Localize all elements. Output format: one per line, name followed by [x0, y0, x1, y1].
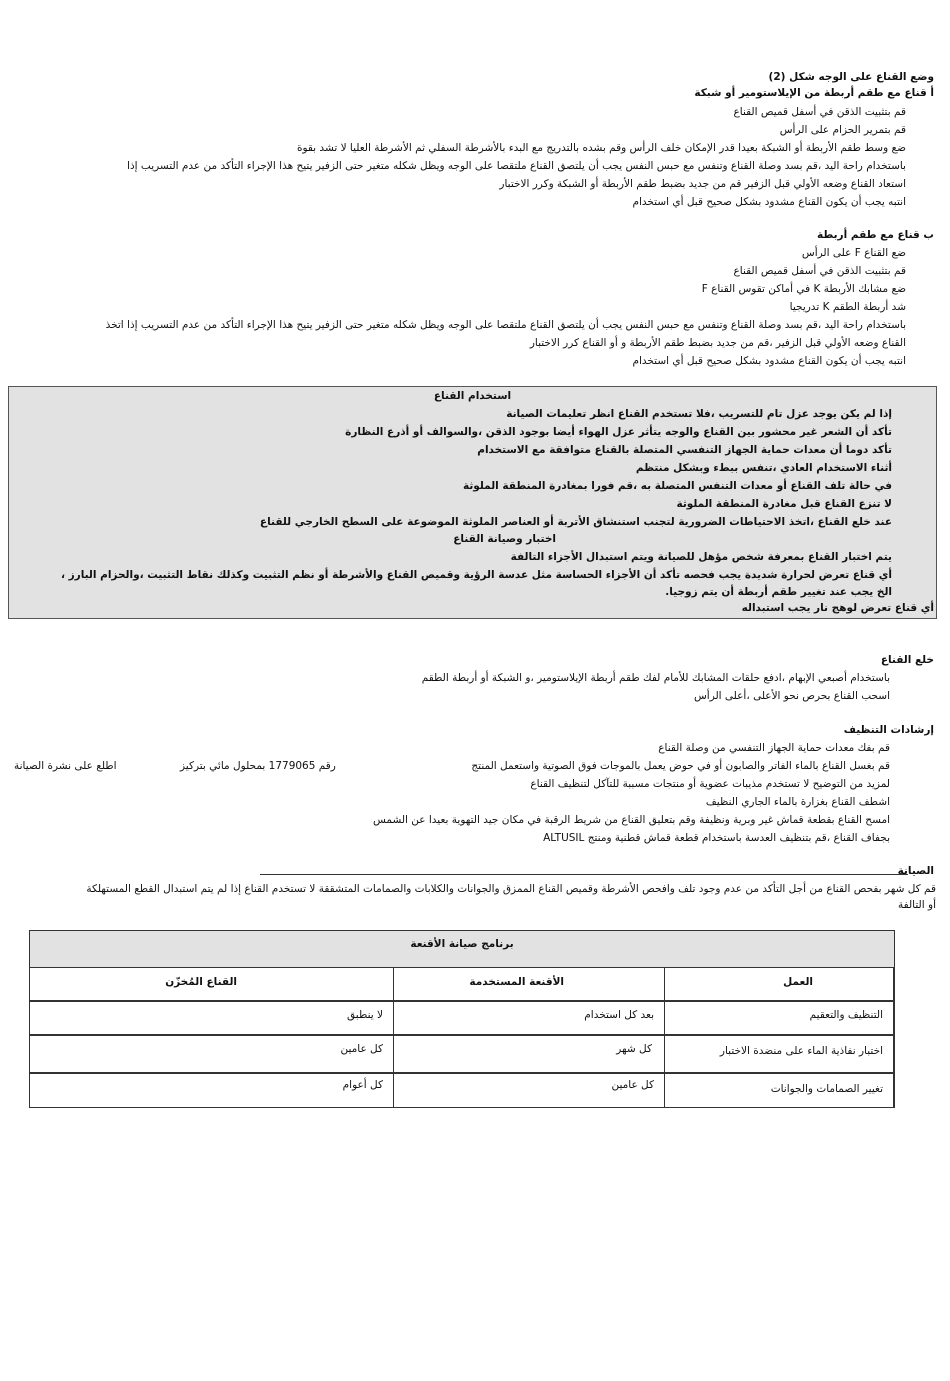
section-a-line: قم بتثبيت الذقن في أسفل قميص القناع: [733, 106, 906, 118]
cleaning-line: قم بفك معدات حماية الجهاز التنفسي من وصلة القناع: [658, 742, 890, 754]
usage-line: تأكد أن الشعر غير محشور بين القناع والوجه يتأثر عزل الهواء أيضا بوجود الذقن ،والسوالف أو أذرع النظارة: [345, 426, 892, 438]
section-a-line: باستخدام راحة اليد ،قم بسد وصلة القناع وتنفس مع حبس النفس يجب أن يلتصق القناع ملتقصا على الوجه ويظل شكله متغير حتى الزفير يتيح هذا الإجراء التأكد من عدم التسريب إذا: [127, 160, 906, 172]
usage-line: أثناء الاستخدام العادي ،تنفس ببطء وبشكل منتظم: [635, 462, 892, 474]
table-row: بعد كل استخدام: [393, 1000, 665, 1036]
removal-line: اسحب القناع بحرص نحو الأعلى ،أعلى الرأس: [693, 690, 890, 702]
cleaning-heading: إرشادات التنظيف: [843, 724, 934, 736]
section-a-subheading: أ قناع مع طقم أربطة من الإيلاستومير أو شبكة: [694, 87, 934, 99]
section-b-heading: ب قناع مع طقم أربطة: [817, 229, 934, 241]
section-a-line: انتبه يجب أن يكون القناع مشدود بشكل صحيح قبل أي استخدام: [632, 196, 906, 208]
usage-line: عند خلع القناع ،اتخذ الاحتياطات الضرورية لتجنب استنشاق الأتربة أو العناصر الملوثة الموضوعة على السطح الخارجي للقناع: [259, 516, 892, 528]
cleaning-line: اشطف القناع بغزارة بالماء الجاري النظيف: [705, 796, 890, 808]
maintenance-line: قم كل شهر بفحص القناع من أجل التأكد من عدم وجود تلف وافحص الأشرطة وقميص القناع الممزق والجوانات والكلابات والصمامات المتشققة لا تستخدم القناع إذا لم يتم استبدال القطع المستهلكة: [86, 883, 936, 895]
usage-line: الخ يجب عند تغيير طقم أربطة أن يتم زوجيا.: [665, 586, 892, 598]
usage-line: أي قناع تعرض لوهج نار يجب استبداله: [741, 602, 934, 614]
section-b-line: انتبه يجب أن يكون القناع مشدود بشكل صحيح قبل أي استخدام: [632, 355, 906, 367]
maintenance-separator: [260, 874, 908, 875]
usage-box-title: استخدام القناع: [433, 390, 512, 402]
product-number-text: رقم 1779065 بمحلول مائي بتركيز: [180, 760, 336, 772]
table-title-bar: [30, 931, 894, 968]
table-row: كل عامين: [29, 1034, 394, 1074]
table-row: كل شهر: [393, 1034, 665, 1074]
table-header-stored-mask: القناع المُخزّن: [29, 967, 394, 1002]
table-header-used-masks: الأقنعة المستخدمة: [393, 967, 665, 1002]
usage-subheading: اختبار وصيانة القناع: [453, 533, 556, 545]
table-title: برنامج صيانة الأقنعة: [410, 938, 514, 950]
section-b-line: باستخدام راحة اليد ،قم بسد وصلة القناع وتنفس مع حبس النفس يجب أن يلتصق القناع ملتقصا على الوجه ويظل شكله متغير حتى الزفير يتيح هذا الإجراء التأكد من عدم التسريب إذا اتخذ: [105, 319, 906, 331]
section-b-line: ضع القناع F على الرأس: [801, 247, 906, 259]
table-row: كل أعوام: [29, 1072, 394, 1108]
usage-line: في حالة تلف القناع أو معدات التنفس المتصلة به ،قم فورا بمغادرة المنطقة الملوثة: [463, 480, 892, 492]
mask-usage-box: [8, 386, 937, 619]
section-b-line: قم بتثبيت الذقن في أسفل قميص القناع: [733, 265, 906, 277]
table-row: كل عامين: [393, 1072, 665, 1108]
section-b-line: ضع مشابك الأربطة K في أماكن تقوس القناع F: [701, 283, 906, 295]
section-a-heading: وضع القناع على الوجه شكل (2): [768, 71, 934, 83]
usage-line: أي قناع تعرض لحرارة شديدة يجب فحصه تأكد أن الأجزاء الحساسة مثل عدسة الرؤية وقميص القناع والأشرطة أو نظم التثبيت وكذلك نقاط التثبيت ،والحزام البارز ،: [60, 569, 892, 581]
usage-line: إذا لم يكن يوجد عزل تام للتسريب ،فلا تستخدم القناع انظر تعليمات الصيانة: [506, 408, 892, 420]
maintenance-line: أو التالفة: [898, 899, 936, 911]
maintenance-heading: الصيانة: [897, 865, 934, 877]
table-row: التنظيف والتعقيم: [664, 1000, 894, 1036]
cleaning-line: امسح القناع بقطعة قماش غير وبرية ونظيفة وقم بتعليق القناع من شريط الرقبة في مكان جيد التهوية بعيدا عن الشمس: [373, 814, 890, 826]
table-row: اختبار نفاذية الماء على منضدة الاختبار: [664, 1034, 894, 1074]
table-row: تغيير الصمامات والجوانات: [664, 1072, 894, 1108]
section-a-line: ضع وسط طقم الأربطة أو الشبكة بعيدا قدر الإمكان خلف الرأس وقم بشده بالتدريج مع البدء بالأشرطة السفلي ثم الأشرطة العليا لا تشد بقوة: [296, 142, 906, 154]
usage-line: لا تنزع القناع قبل مغادرة المنطقة الملوثة: [676, 498, 892, 510]
section-a-line: استعاد القناع وضعه الأولي قبل الزفير قم من جديد بضبط طقم الأربطة أو الشبكة وكرر الاختبار: [499, 178, 906, 190]
section-b-line: شد أربطة الطقم K تدريجيا: [789, 301, 906, 313]
cleaning-line: قم بغسل القناع بالماء الفاتر والصابون أو في حوض يعمل بالموجات فوق الصوتية واستعمل المنتج: [471, 760, 890, 772]
section-b-line: القناع وضعه الأولي قبل الزفير ،قم من جديد بضبط طقم الأربطة و أو القناع كرر الاختبار: [529, 337, 906, 349]
usage-line: يتم اختبار القناع بمعرفة شخص مؤهل للصيانة ويتم استبدال الأجزاء التالفة: [510, 551, 892, 563]
table-header-task: العمل: [664, 967, 894, 1002]
cleaning-line: بجفاف القناع ،قم بتنظيف العدسة باستخدام قطعة قماش قطنية ومنتج ALTUSIL: [543, 832, 890, 844]
usage-line: تأكد دوما أن معدات حماية الجهاز التنفسي المتصلة بالقناع متوافقة مع الاستخدام: [477, 444, 892, 456]
manual-reference-text: اطلع على نشرة الصيانة: [14, 760, 117, 772]
removal-line: باستخدام أصبعي الإبهام ،ادفع حلقات المشابك للأمام لفك طقم أربطة الإيلاستومير ،و الشبكة أو أربطة الطقم: [421, 672, 890, 684]
cleaning-line: لمزيد من التوضيح لا تستخدم مذيبات عضوية أو منتجات مسببة للتآكل لتنظيف القناع: [530, 778, 890, 790]
section-a-line: قم بتمرير الحزام على الرأس: [779, 124, 906, 136]
removal-heading: خلع القناع: [880, 654, 934, 666]
table-row: لا ينطبق: [29, 1000, 394, 1036]
